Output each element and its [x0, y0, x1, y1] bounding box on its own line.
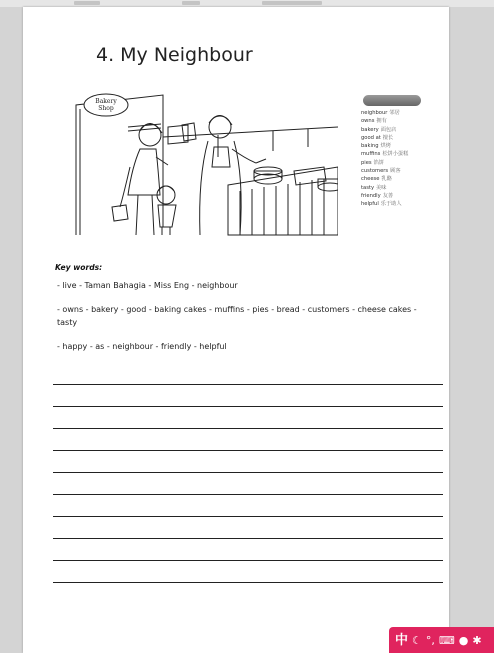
vocabulary-item — [361, 175, 447, 183]
vocabulary-word: helpful — [361, 201, 379, 208]
vocabulary-item — [361, 109, 447, 117]
writing-line — [53, 406, 443, 407]
vocabulary-word: neighbour — [361, 110, 388, 116]
writing-line — [53, 384, 443, 385]
key-words-heading: Key words: — [55, 263, 103, 272]
writing-line — [53, 560, 443, 561]
vocabulary-word: tasty — [361, 184, 375, 191]
vocabulary-translation: 乳酪 — [381, 176, 392, 183]
vocabulary-item — [361, 200, 447, 208]
punctuation-icon[interactable]: °, — [425, 633, 435, 647]
vocabulary-banner — [363, 95, 421, 106]
worksheet-page — [23, 7, 449, 653]
vocabulary-translation: 顾客 — [390, 168, 401, 175]
vocabulary-word: owns — [361, 118, 375, 125]
vocabulary-item — [361, 142, 447, 150]
shop-sign — [84, 94, 128, 116]
vocabulary-item — [361, 117, 447, 125]
page-title: 4. My Neighbour — [96, 44, 253, 66]
vocabulary-word: cheese — [361, 176, 380, 183]
vocabulary-item — [361, 184, 447, 192]
vocabulary-translation: 乐于助人 — [380, 201, 402, 208]
vocabulary-translation: 面包店 — [380, 126, 397, 133]
writing-line — [53, 516, 443, 517]
vocabulary-word: good at — [361, 134, 381, 141]
writing-line — [53, 428, 443, 429]
vocabulary-word: pies — [361, 159, 372, 166]
shop-sign-line1: Bakery — [95, 98, 117, 105]
vocabulary-word: bakery — [361, 126, 379, 133]
vocabulary-translation: 拥有 — [376, 118, 387, 125]
bakery-illustration — [68, 87, 338, 237]
ime-language-toggle[interactable]: 中 — [395, 632, 409, 648]
vocabulary-word: baking — [361, 143, 379, 150]
shop-sign-line2: Shop — [98, 105, 114, 112]
writing-line — [53, 538, 443, 539]
vocabulary-translation: 馅饼 — [373, 159, 385, 166]
vocabulary-item — [361, 126, 447, 134]
vocabulary-item — [361, 150, 447, 158]
key-words-line-1: - live - Taman Bahagia - Miss Eng - neighbour — [57, 281, 238, 290]
writing-line — [53, 494, 443, 495]
vocabulary-item — [361, 134, 447, 142]
key-words-line-3: - happy - as - neighbour - friendly - helpful — [57, 342, 227, 351]
settings-icon[interactable]: ✱ — [472, 633, 482, 647]
writing-line — [53, 450, 443, 451]
vocabulary-item — [361, 167, 447, 175]
vocabulary-translation: 松饼小蛋糕 — [382, 151, 409, 158]
vocabulary-translation: 美味 — [376, 184, 387, 191]
vocabulary-translation: 友善 — [382, 192, 394, 199]
vocabulary-list — [361, 109, 447, 209]
microphone-icon[interactable]: ● — [458, 633, 469, 647]
viewer-top-strip — [0, 0, 494, 7]
vocabulary-translation: 邻居 — [389, 110, 400, 116]
vocabulary-word: friendly — [361, 192, 381, 199]
vocabulary-box — [361, 95, 447, 209]
vocabulary-word: muffins — [361, 151, 381, 158]
vocabulary-item — [361, 159, 447, 167]
writing-line — [53, 582, 443, 583]
vocabulary-word: customers — [361, 168, 389, 175]
ime-toolbar — [389, 627, 494, 653]
vocabulary-item — [361, 192, 447, 200]
keyboard-icon[interactable]: ⌨ — [438, 633, 455, 647]
vocabulary-translation: 擅长 — [382, 134, 394, 141]
vocabulary-translation: 烘烤 — [380, 143, 391, 150]
moon-icon[interactable]: ☾ — [412, 633, 422, 647]
key-words-line-2: - owns - bakery - good - baking cakes - muffins - pies - bread - customers - cheese cakes - tasty — [57, 305, 417, 327]
writing-line — [53, 472, 443, 473]
